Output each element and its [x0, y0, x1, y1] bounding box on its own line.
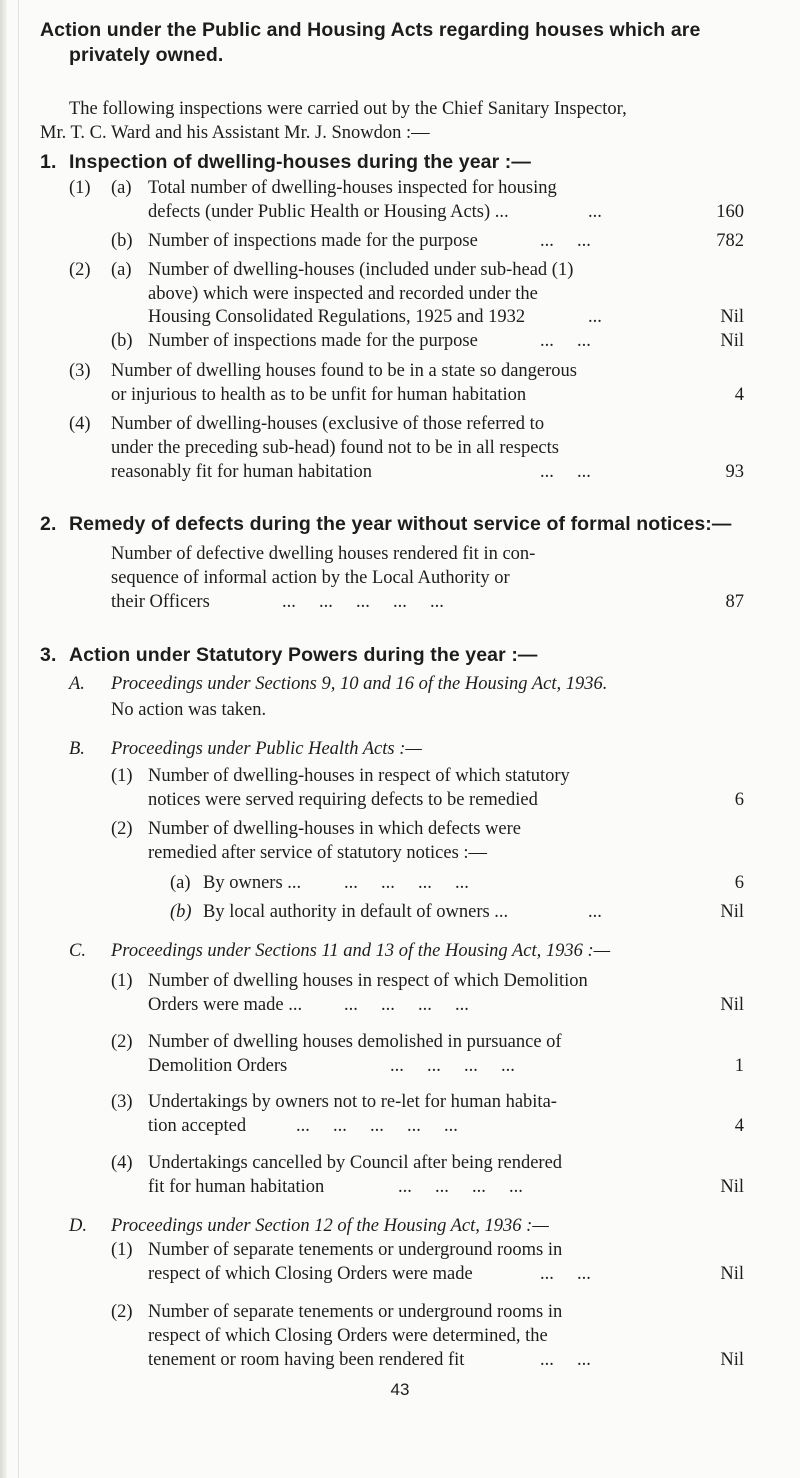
item-4-leader: ... ...: [540, 462, 591, 482]
item-4-value: 93: [725, 462, 744, 482]
item-2b-label: (b): [111, 331, 133, 351]
c-item-1-label: (1): [111, 971, 133, 991]
item-3-text-2: or injurious to health as to be unfit for human habitation: [111, 385, 527, 405]
c-item-3-value: 4: [734, 1116, 744, 1136]
b-item-2a-label: (a): [170, 873, 191, 893]
item-1a-text-1: Total number of dwelling-houses inspected for housing: [148, 178, 557, 198]
section-1-number: 1.: [40, 151, 57, 173]
item-2b-text: Number of inspections made for the purpose: [148, 331, 478, 351]
item-4-text-2: under the preceding sub-head) found not to be in all respects: [111, 438, 559, 458]
page-title-line-1: Action under the Public and Housing Acts regarding houses which are: [40, 19, 701, 41]
b-item-2-label: (2): [111, 819, 133, 839]
d-item-1-text-2: respect of which Closing Orders were made: [148, 1264, 473, 1284]
item-2-label: (2): [69, 260, 91, 280]
d-item-1-text-1: Number of separate tenements or underground rooms in: [148, 1240, 563, 1260]
c-item-4-text-2: fit for human habitation: [148, 1177, 325, 1197]
b-item-2b-text: By local authority in default of owners ...: [203, 902, 509, 922]
intro-line-1: The following inspections were carried out by the Chief Sanitary Inspector,: [69, 99, 627, 119]
c-item-1-text-2: Orders were made ...: [148, 995, 303, 1015]
c-item-2-label: (2): [111, 1032, 133, 1052]
d-item-2-text-2: respect of which Closing Orders were determined, the: [148, 1326, 548, 1346]
subsection-a-note: No action was taken.: [111, 700, 267, 720]
section-2-text-3: their Officers: [111, 592, 210, 612]
subsection-d-letter: D.: [69, 1216, 87, 1236]
c-item-2-value: 1: [734, 1056, 744, 1076]
item-4-text-1: Number of dwelling-houses (exclusive of those referred to: [111, 414, 545, 434]
subsection-b-letter: B.: [69, 739, 85, 759]
item-1-label: (1): [69, 178, 91, 198]
section-2-text-1: Number of defective dwelling houses rendered fit in con-: [111, 544, 536, 564]
d-item-2-label: (2): [111, 1302, 133, 1322]
c-item-4-label: (4): [111, 1153, 133, 1173]
section-1-heading: Inspection of dwelling-houses during the year :—: [69, 151, 532, 173]
d-item-2-leader: ... ...: [540, 1350, 591, 1370]
item-3-value: 4: [734, 385, 744, 405]
b-item-2-text-1: Number of dwelling-houses in which defects were: [148, 819, 521, 839]
item-2a-label: (a): [111, 260, 132, 280]
b-item-1-text-1: Number of dwelling-houses in respect of which statutory: [148, 766, 570, 786]
item-2a-text-3: Housing Consolidated Regulations, 1925 and 1932: [148, 307, 526, 327]
item-1a-label: (a): [111, 178, 132, 198]
item-4-label: (4): [69, 414, 91, 434]
c-item-1-leader: ... ... ... ...: [344, 995, 469, 1015]
c-item-2-leader: ... ... ... ...: [390, 1056, 515, 1076]
item-1b-value: 782: [716, 231, 744, 251]
b-item-1-label: (1): [111, 766, 133, 786]
page-title-line-2: privately owned.: [69, 44, 224, 66]
subsection-b-heading: Proceedings under Public Health Acts :—: [111, 739, 422, 759]
page-edge-shadow: [0, 0, 7, 1478]
b-item-2-text-2: remedied after service of statutory notices :—: [148, 843, 488, 863]
c-item-2-text-2: Demolition Orders: [148, 1056, 288, 1076]
item-2b-leader: ... ...: [540, 331, 591, 351]
c-item-4-leader: ... ... ... ...: [398, 1177, 523, 1197]
subsection-a-letter: A.: [69, 674, 85, 694]
section-3-heading: Action under Statutory Powers during the year :—: [69, 644, 538, 666]
intro-line-2: Mr. T. C. Ward and his Assistant Mr. J. Snowdon :—: [40, 123, 430, 143]
c-item-4-text-1: Undertakings cancelled by Council after being rendered: [148, 1153, 563, 1173]
item-2a-leader: ...: [588, 307, 602, 327]
c-item-2-text-1: Number of dwelling houses demolished in pursuance of: [148, 1032, 562, 1052]
b-item-2b-label: (b): [170, 902, 192, 922]
section-2-leader: ... ... ... ... ...: [282, 592, 444, 612]
subsection-c-letter: C.: [69, 941, 86, 961]
item-1b-leader: ... ...: [540, 231, 591, 251]
d-item-1-value: Nil: [720, 1264, 744, 1284]
item-1a-value: 160: [716, 202, 744, 222]
b-item-2a-text: By owners ...: [203, 873, 302, 893]
c-item-1-value: Nil: [720, 995, 744, 1015]
d-item-1-leader: ... ...: [540, 1264, 591, 1284]
d-item-2-text-3: tenement or room having been rendered fit: [148, 1350, 465, 1370]
b-item-1-text-2: notices were served requiring defects to be remedied: [148, 790, 538, 810]
section-2-value: 87: [725, 592, 744, 612]
section-3-number: 3.: [40, 644, 57, 666]
item-1a-leader: ...: [588, 202, 602, 222]
item-3-text-1: Number of dwelling houses found to be in a state so dangerous: [111, 361, 578, 381]
item-1b-label: (b): [111, 231, 133, 251]
d-item-2-text-1: Number of separate tenements or underground rooms in: [148, 1302, 563, 1322]
subsection-a-heading: Proceedings under Sections 9, 10 and 16 of the Housing Act, 1936.: [111, 674, 608, 694]
section-2-heading: Remedy of defects during the year without service of formal notices:—: [69, 513, 732, 535]
b-item-2a-leader: ... ... ... ...: [344, 873, 469, 893]
item-3-label: (3): [69, 361, 91, 381]
b-item-2a-value: 6: [734, 873, 744, 893]
item-2a-text-1: Number of dwelling-houses (included under sub-head (1): [148, 260, 574, 280]
c-item-3-leader: ... ... ... ... ...: [296, 1116, 458, 1136]
item-4-text-3: reasonably fit for human habitation: [111, 462, 372, 482]
item-2b-value: Nil: [720, 331, 744, 351]
c-item-4-value: Nil: [720, 1177, 744, 1197]
item-2a-value: Nil: [720, 307, 744, 327]
subsection-c-heading: Proceedings under Sections 11 and 13 of the Housing Act, 1936 :—: [111, 941, 611, 961]
section-2-text-2: sequence of informal action by the Local Authority or: [111, 568, 510, 588]
b-item-2b-value: Nil: [720, 902, 744, 922]
subsection-d-heading: Proceedings under Section 12 of the Housing Act, 1936 :—: [111, 1216, 549, 1236]
item-1a-text-2: defects (under Public Health or Housing Acts) ...: [148, 202, 509, 222]
section-2-number: 2.: [40, 513, 57, 535]
c-item-3-text-1: Undertakings by owners not to re-let for human habita-: [148, 1092, 557, 1112]
d-item-1-label: (1): [111, 1240, 133, 1260]
b-item-1-value: 6: [734, 790, 744, 810]
c-item-3-text-2: tion accepted: [148, 1116, 247, 1136]
item-1b-text: Number of inspections made for the purpose: [148, 231, 478, 251]
c-item-3-label: (3): [111, 1092, 133, 1112]
page-edge-line: [18, 0, 19, 1478]
d-item-2-value: Nil: [720, 1350, 744, 1370]
b-item-2b-leader: ...: [588, 902, 602, 922]
c-item-1-text-1: Number of dwelling houses in respect of which Demolition: [148, 971, 588, 991]
page-number: 43: [390, 1380, 410, 1399]
item-2a-text-2: above) which were inspected and recorded under the: [148, 284, 538, 304]
